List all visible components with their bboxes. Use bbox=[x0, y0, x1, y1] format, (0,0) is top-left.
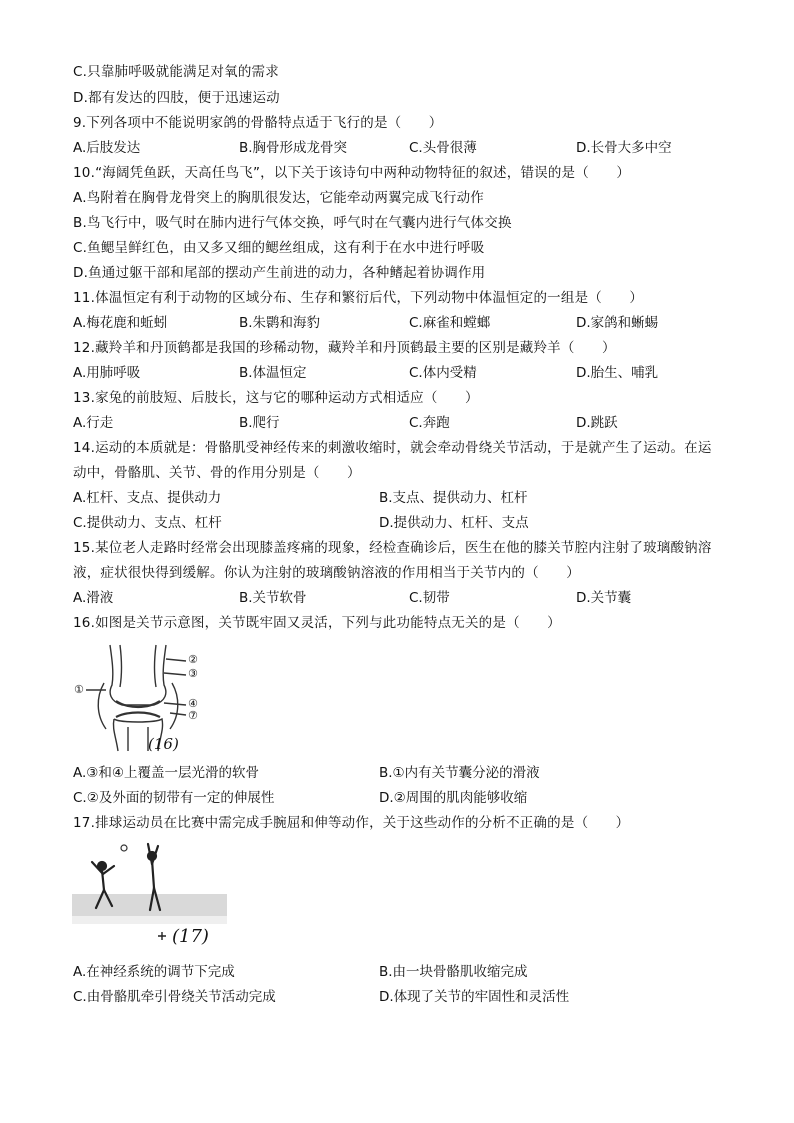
question-16: 16.如图是关节示意图，关节既牢固又灵活，下列与此功能特点无关的是（ ） bbox=[73, 615, 561, 631]
figure-16-caption: (16) bbox=[148, 735, 179, 753]
q14-option-c: C.提供动力、支点、杠杆 bbox=[73, 515, 222, 531]
q9-option-d: D.长骨大多中空 bbox=[576, 140, 672, 156]
figure-17-caption: (17) bbox=[172, 926, 209, 947]
q12-option-a: A.用肺呼吸 bbox=[73, 365, 141, 381]
label-1: ① bbox=[74, 683, 84, 696]
q14-option-a: A.杠杆、支点、提供动力 bbox=[73, 490, 222, 506]
question-15-line1: 15.某位老人走路时经常会出现膝盖疼痛的现象，经检查确诊后，医生在他的膝关节腔内注射了玻璃酸钠溶 bbox=[73, 540, 712, 556]
question-12: 12.藏羚羊和丹顶鹤都是我国的珍稀动物，藏羚羊和丹顶鹤最主要的区别是藏羚羊（ ） bbox=[73, 340, 616, 356]
q11-option-a: A.梅花鹿和蚯蚓 bbox=[73, 315, 168, 331]
q8-option-d: D.都有发达的四肢，便于迅速运动 bbox=[73, 90, 280, 106]
label-7: ⑦ bbox=[188, 709, 198, 722]
q15-option-c: C.韧带 bbox=[409, 590, 450, 606]
q13-option-b: B.爬行 bbox=[239, 415, 280, 431]
question-13: 13.家兔的前肢短、后肢长，这与它的哪种运动方式相适应（ ） bbox=[73, 390, 479, 406]
q11-option-c: C.麻雀和螳螂 bbox=[409, 315, 491, 331]
q15-option-b: B.关节软骨 bbox=[239, 590, 307, 606]
q11-option-b: B.朱鹮和海豹 bbox=[239, 315, 321, 331]
q13-option-a: A.行走 bbox=[73, 415, 114, 431]
q10-option-a: A.鸟附着在胸骨龙骨突上的胸肌很发达，它能牵动两翼完成飞行动作 bbox=[73, 190, 484, 206]
q17-option-c: C.由骨骼肌牵引骨绕关节活动完成 bbox=[73, 989, 276, 1005]
q15-option-a: A.滑液 bbox=[73, 590, 114, 606]
label-4: ④ bbox=[188, 697, 198, 710]
q13-option-c: C.奔跑 bbox=[409, 415, 450, 431]
joint-diagram-figure bbox=[72, 639, 222, 756]
label-3: ③ bbox=[188, 667, 198, 680]
q12-option-c: C.体内受精 bbox=[409, 365, 477, 381]
q15-option-d: D.关节囊 bbox=[576, 590, 632, 606]
q10-option-c: C.鱼鳃呈鲜红色，由又多又细的鳃丝组成，这有利于在水中进行呼吸 bbox=[73, 240, 485, 256]
q17-option-b: B.由一块骨骼肌收缩完成 bbox=[379, 964, 528, 980]
question-17: 17.排球运动员在比赛中需完成手腕屈和伸等动作，关于这些动作的分析不正确的是（ ） bbox=[73, 815, 630, 831]
question-9: 9.下列各项中不能说明家鸽的骨骼特点适于飞行的是（ ） bbox=[73, 115, 443, 131]
question-14-line1: 14.运动的本质就是：骨骼肌受神经传来的刺激收缩时，就会牵动骨绕关节活动，于是就产生了运动。在运 bbox=[73, 440, 712, 456]
question-15-line2: 液，症状很快得到缓解。你认为注射的玻璃酸钠溶液的作用相当于关节内的（ ） bbox=[73, 565, 580, 581]
volleyball-players-figure bbox=[72, 836, 227, 957]
q11-option-d: D.家鸽和蜥蜴 bbox=[576, 315, 659, 331]
q10-option-d: D.鱼通过躯干部和尾部的摆动产生前进的动力，各种鳍起着协调作用 bbox=[73, 265, 486, 281]
q12-option-d: D.胎生、哺乳 bbox=[576, 365, 659, 381]
q14-option-d: D.提供动力、杠杆、支点 bbox=[379, 515, 529, 531]
q9-option-b: B.胸骨形成龙骨突 bbox=[239, 140, 348, 156]
q9-option-a: A.后肢发达 bbox=[73, 140, 141, 156]
q16-option-d: D.②周围的肌肉能够收缩 bbox=[379, 790, 528, 806]
q13-option-d: D.跳跃 bbox=[576, 415, 618, 431]
q16-option-a: A.③和④上覆盖一层光滑的软骨 bbox=[73, 765, 259, 781]
question-14-line2: 动中，骨骼肌、关节、骨的作用分别是（ ） bbox=[73, 465, 361, 481]
q14-option-b: B.支点、提供动力、杠杆 bbox=[379, 490, 528, 506]
q16-option-b: B.①内有关节囊分泌的滑液 bbox=[379, 765, 540, 781]
label-2: ② bbox=[188, 653, 198, 666]
q12-option-b: B.体温恒定 bbox=[239, 365, 307, 381]
q16-option-c: C.②及外面的韧带有一定的伸展性 bbox=[73, 790, 275, 806]
q17-option-a: A.在神经系统的调节下完成 bbox=[73, 964, 235, 980]
q17-option-d: D.体现了关节的牢固性和灵活性 bbox=[379, 989, 570, 1005]
question-10: 10.“海阔凭鱼跃，天高任鸟飞”，以下关于该诗句中两种动物特征的叙述，错误的是（ ） bbox=[73, 165, 631, 181]
q9-option-c: C.头骨很薄 bbox=[409, 140, 477, 156]
question-11: 11.体温恒定有利于动物的区域分布、生存和繁衍后代，下列动物中体温恒定的一组是（ ） bbox=[73, 290, 644, 306]
q8-option-c: C.只靠肺呼吸就能满足对氧的需求 bbox=[73, 64, 279, 80]
q10-option-b: B.鸟飞行中，吸气时在肺内进行气体交换，呼气时在气囊内进行气体交换 bbox=[73, 215, 512, 231]
